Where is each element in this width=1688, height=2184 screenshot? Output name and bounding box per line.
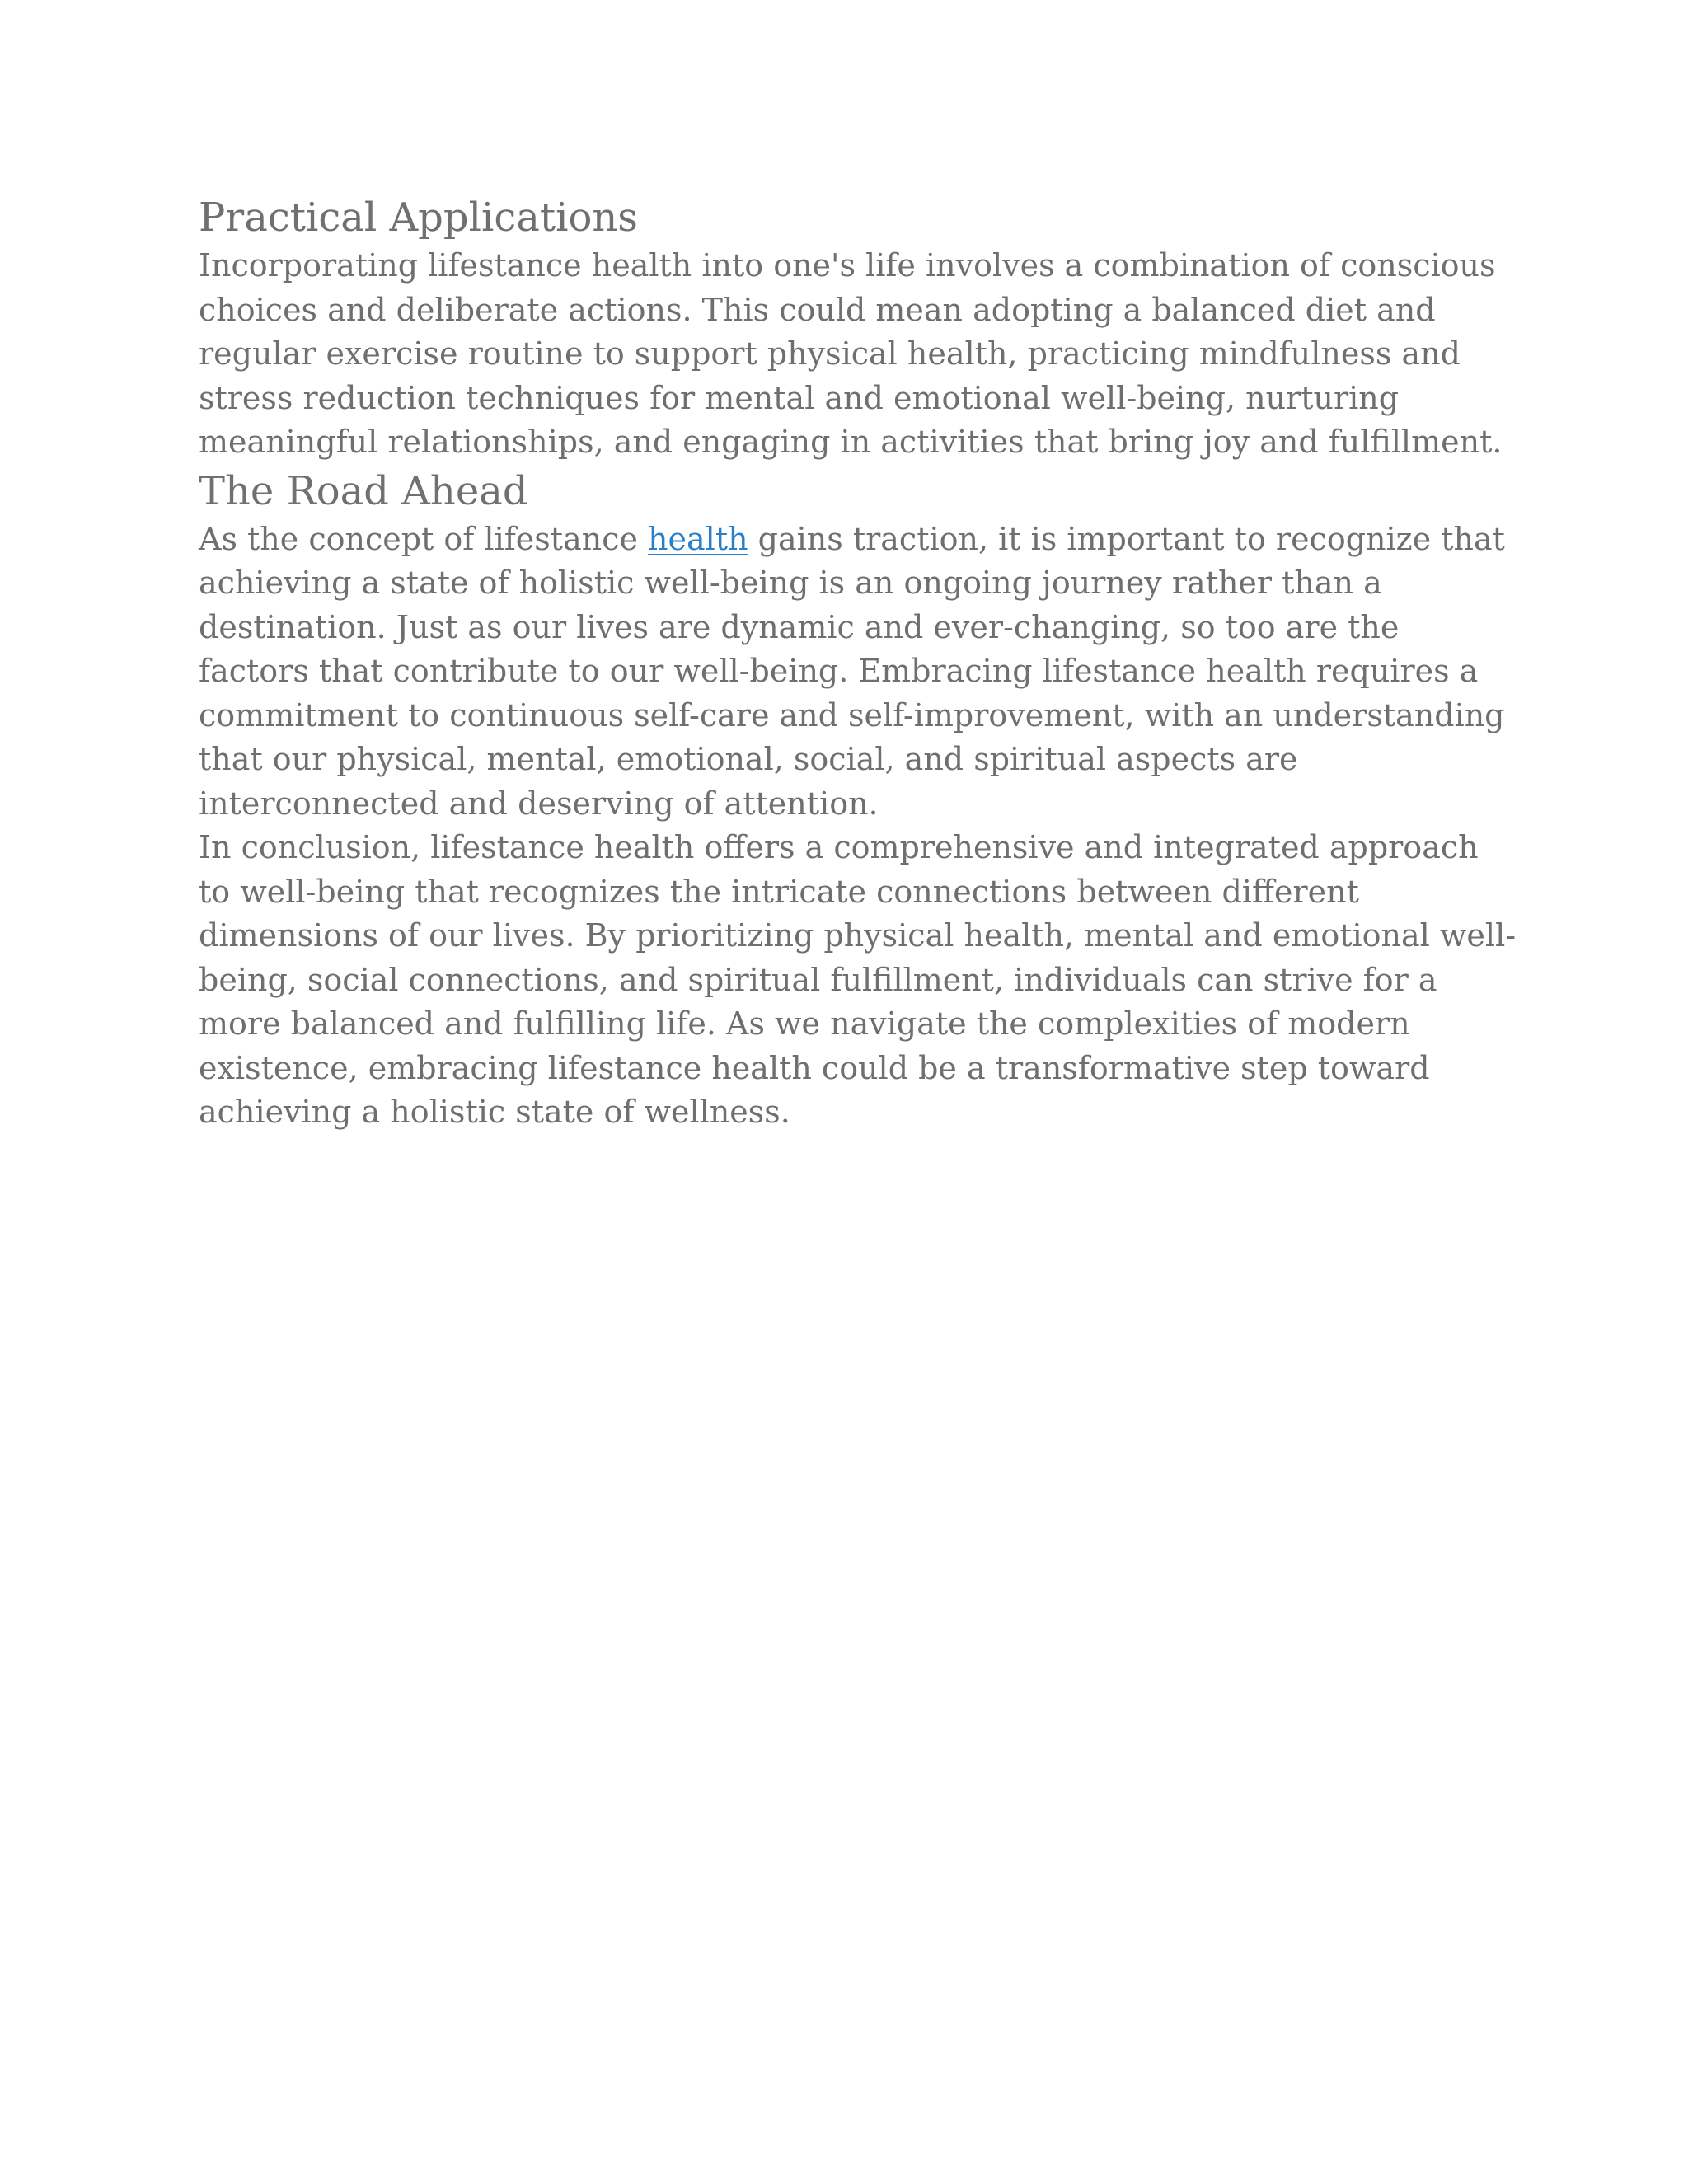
paragraph-road-ahead-before-link: As the concept of lifestance (199, 520, 649, 557)
document-page (199, 191, 1517, 1135)
heading-road-ahead: The Road Ahead (199, 467, 528, 514)
paragraph-road-ahead-after-link: gains traction, it is important to recognize that achieving a state of holistic well-being is an ongoing journey rather than a destination. Just as our lives are dynamic and ever-changing, so too are the factors that contribute to our well-being. Embracing lifestance health requires a commitment to continuous self-care and self-improvement, with an understanding that our physical, mental, emotional, social, and spiritual aspects are interconnected and deserving of attention. (199, 520, 1505, 822)
paragraph-road-ahead (199, 518, 1517, 827)
heading-practical-applications: Practical Applications (199, 194, 638, 241)
paragraph-conclusion: In conclusion, lifestance health offers a comprehensive and integrated approach to well-being that recognizes the intricate connections between different dimensions of our lives. By prioritizing physical health, mental and emotional well-being, social connections, and spiritual fulfillment, individuals can strive for a more balanced and fulfilling life. As we navigate the complexities of modern existence, embracing lifestance health could be a transformative step toward achieving a holistic state of wellness. (199, 829, 1517, 1130)
health-link[interactable]: health (648, 520, 748, 557)
paragraph-practical-applications: Incorporating lifestance health into one's life involves a combination of conscious choices and deliberate actions. This could mean adopting a balanced diet and regular exercise routine to support physical health, practicing mindfulness and stress reduction techniques for mental and emotional well-being, nurturing meaningful relationships, and engaging in activities that bring joy and fulfillment. (199, 247, 1503, 460)
